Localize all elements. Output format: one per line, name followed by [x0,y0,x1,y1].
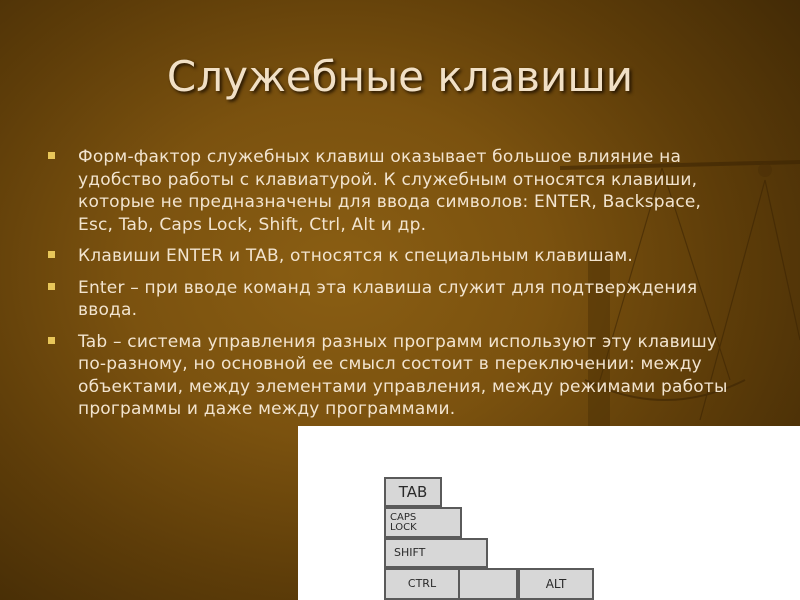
keyboard-diagram [298,426,800,600]
bullet-item [48,146,738,236]
key-alt-label: ALT [545,577,567,591]
key-shift [384,538,488,568]
bullet-item [48,245,738,268]
slide-title: Служебные клавиши [166,52,634,101]
bullet-text: Enter – при вводе команд эта клавиша служит для подтверждения ввода. [78,277,698,320]
key-tab-label: TAB [398,483,428,501]
key-caps-lock [384,507,462,538]
bullet-text: Tab – система управления разных программ используют эту клавишу по-разному, но основной ее смысл состоит в переключении: между объектами, между элементами управления, между режимами работы программы и даже между программами. [78,331,728,419]
key-shift-label: SHIFT [394,546,426,559]
square-bullet-icon [48,251,55,258]
key-alt [518,568,594,600]
bullet-text: Клавиши ENTER и TAB, относятся к специальным клавишам. [78,246,634,266]
square-bullet-icon [48,283,55,290]
bullet-list [48,146,738,430]
key-blank [458,568,518,600]
bullet-item [48,277,738,322]
square-bullet-icon [48,152,55,159]
key-caps-lock-label: CAPS LOCK [390,511,417,533]
key-ctrl-label: CTRL [407,577,437,590]
bullet-item [48,331,738,421]
square-bullet-icon [48,337,55,344]
bullet-text: Форм-фактор служебных клавиш оказывает большое влияние на удобство работы с клавиатурой. К служебным относятся клавиши, которые не предназначены для ввода символов: ENTER, Backspace, Esc, Tab, Caps Lock, Shift, Ctrl, Alt и др. [78,147,702,235]
key-tab [384,477,442,507]
key-ctrl [384,568,460,600]
